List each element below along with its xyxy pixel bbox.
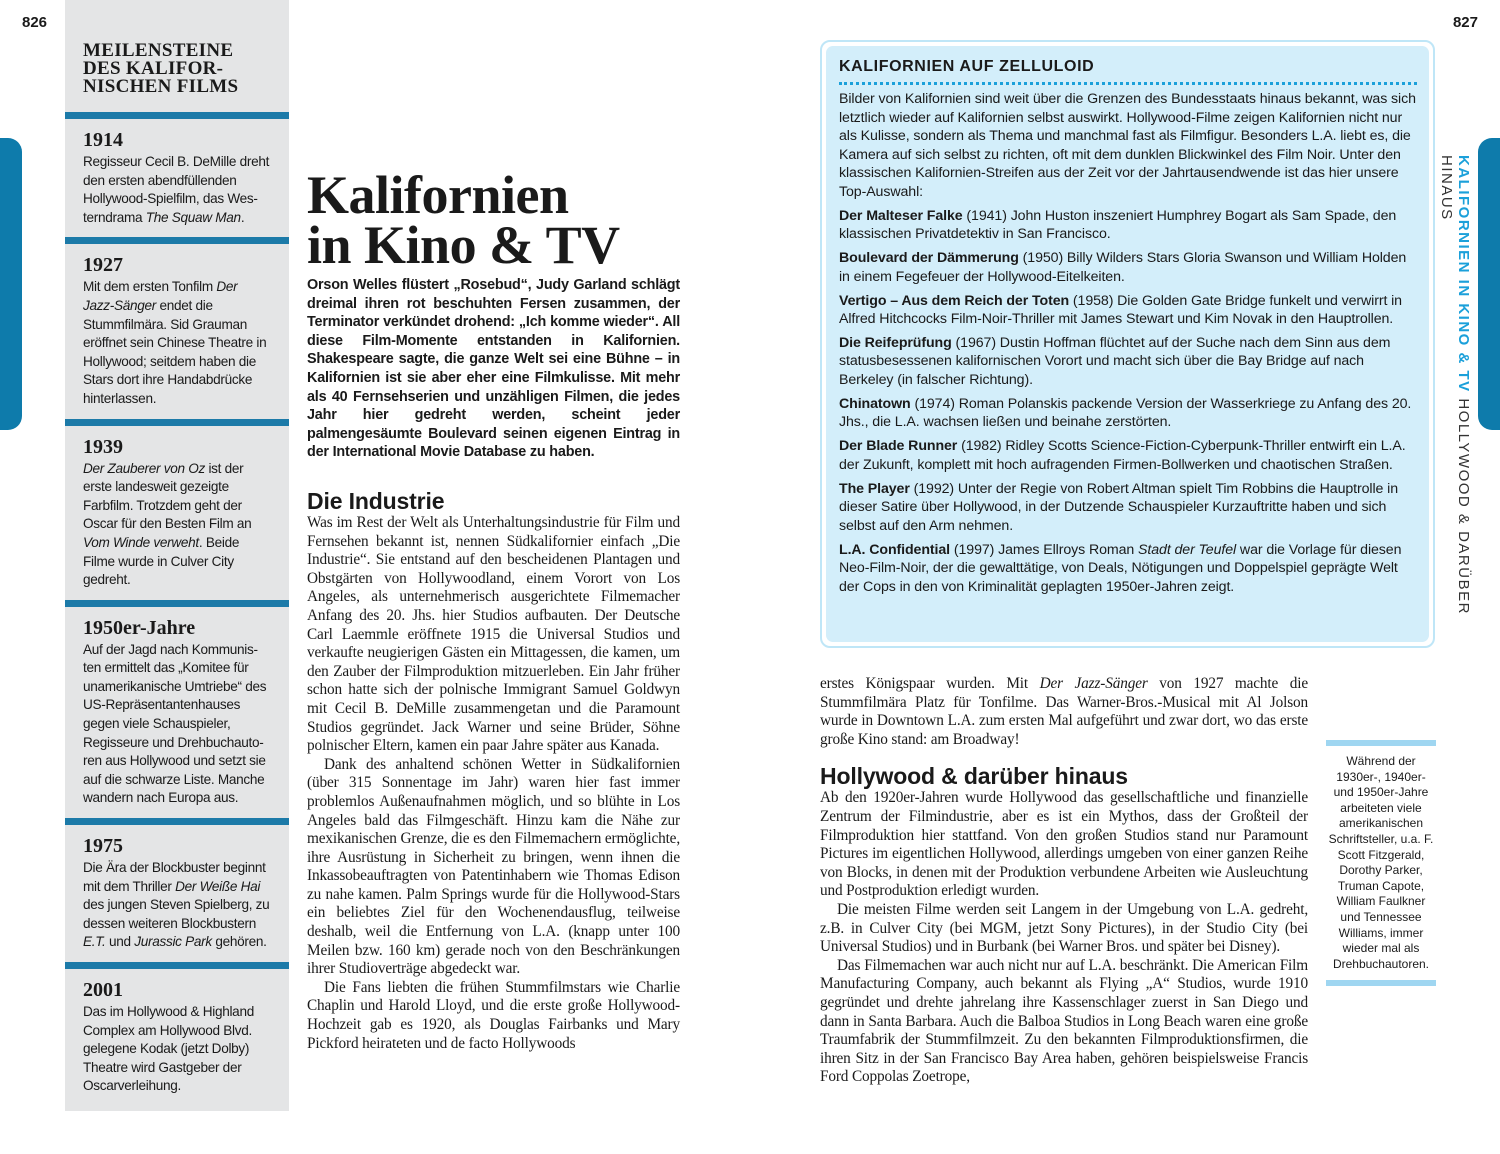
film-entry	[839, 437, 1417, 474]
milestone-year: 1914	[83, 129, 123, 151]
milestone-year: 1950er-Jahre	[83, 616, 196, 639]
running-head-chapter: KALIFORNIEN IN KINO & TV	[1455, 155, 1472, 393]
film-title: Chinatown	[839, 395, 911, 412]
film-entry	[839, 207, 1417, 244]
body-paragraph: Die meisten Filme werden seit Langem in der Umgebung von L.A. gedreht, z.B. in Culver City (bei MGM, jetzt Sony Pictures), in der Studio City (bei Universal Studios) und in Burbank (bei Warner Bros. und später bei Disney).	[820, 900, 1308, 956]
film-description: (1992) Unter der Regie von Robert Altman spielt Tim Robbins die Hauptrolle in dieser Satire über Hollywood, in der Dutzende Schauspieler Kurzauftritte haben und sich selbst auf den Arm nehmen.	[839, 480, 1398, 534]
body-paragraph: Ab den 1920er-Jahren wurde Hollywood das gesellschaftliche und finanzielle Zentrum der Filmindustrie, aber es ist ein Mythos, dass der Großteil der Filmproduktion hier stattfand. Von den großen Studios stand nur Paramount Pictures im eigentlichen Hollywood, allerdings umgeben von einer ganzen Reihe von Blocks, in denen mit der Produktion verbundene Arbeiten wie Ausleuchtung und Postproduktion erledigt wurden.	[820, 789, 1308, 900]
chapter-tab-left	[0, 138, 22, 430]
film-entry	[839, 249, 1417, 286]
film-entry	[839, 292, 1417, 329]
article-title	[307, 165, 620, 275]
film-description: (1982) Ridley Scotts Science-Fiction-Cyberpunk-Thriller entwirft ein L.A. der Zukunft, komplett mit hoch aufragenden Firmen-Bollwerken und chaotischen Straßen.	[839, 438, 1406, 473]
title-line-1: Kalifornien	[307, 165, 569, 225]
milestone-text: Die Ära der Blockbuster beginnt mit dem Thriller Der Weiße Hai des jungen Steven Spielberg, zu dessen weiteren Blockbustern E.T. und Jurassic Park gehören.	[83, 860, 270, 950]
film-title: Der Malteser Falke	[839, 207, 963, 224]
film-description: (1958) Die Golden Gate Bridge funkelt und verwirrt in Alfred Hitchcocks Film-Noir-Thriller mit James Stewart und Kim Novak in den Hauptrollen.	[839, 292, 1402, 328]
milestone-text: Mit dem ersten Tonfilm Der Jazz-Sänger endet die Stummfilmära. Sid Grauman eröffnet sein Chinese Theatre in Hollywood; seitdem haben die Stars dort ihre Handabdrücke hinterlassen.	[83, 279, 267, 406]
film-description: (1997) James Ellroys Roman Stadt der Teufel war die Vorlage für diesen Neo-Film-Noir, der die gewalttätige, von Deals, Nötigungen und Doppelspiel geprägte Welt der Cops in den von Kriminalität geplagten 1950er-Jahren zeigt.	[839, 541, 1402, 595]
milestone-text: Auf der Jagd nach Kommunis-ten ermittelt das „Komitee für unamerikanische Umtriebe“ des US-Repräsentantenhauses gegen viele Schauspieler, Regisseure und Drehbuchauto-ren aus Hollywood und setzt sie auf die schwarze Liste. Manche wandern nach Europa aus.	[83, 641, 267, 806]
title-line-2: in Kino & TV	[307, 215, 620, 275]
film-description: (1974) Roman Polanskis packende Version der Wasserkriege zu Anfang des 20. Jhs., die L.A. wachsen ließen und beinahe zerstörten.	[839, 395, 1412, 431]
milestone-1939	[65, 419, 289, 600]
milestone-text: Der Zauberer von Oz ist der erste landesweit gezeigte Farbfilm. Trotzdem geht der Oscar für den Besten Film an Vom Winde verweht. Beide Filme wurde in Culver City gedreht.	[83, 460, 252, 588]
milestone-year: 1927	[83, 254, 123, 277]
running-head	[1438, 155, 1472, 655]
milestone-text: Regisseur Cecil B. DeMille dreht den ersten abendfüllenden Hollywood-Spielfilm, das Wes-terndrama The Squaw Man.	[83, 154, 270, 225]
page-number-left: 826	[22, 14, 48, 31]
intro-paragraph: Orson Welles flüstert „Rosebud“, Judy Garland schlägt dreimal ihren rot beschuhten Fersen zusammen, der Terminator verkündet drohend: „Ich komme wieder“. All diese Film-Momente entstanden in Kalifornien. Shakespeare sagte, die ganze Welt sei eine Bühne – in Kalifornien ist sie aber eher eine Filmkulisse. Mit mehr als 40 Fernsehserien und unzähligen Filmen, die jedes Jahr hier gedreht werden, scheint jeder palmengesäumte Boulevard seinen eigenen Eintrag in der International Movie Database zu haben.	[307, 277, 680, 461]
films-box	[820, 40, 1435, 648]
milestone-2001	[65, 962, 289, 1106]
box-intro: Bilder von Kalifornien sind weit über die Grenzen des Bundesstaats hinaus bekannt, was sich letztlich wieder auf Kalifornien selbst auswirkt. Hollywood-Filme zeigen Kalifornien nicht nur als Kulisse, sondern als Thema und manchmal fast als Filmfigur. Besonders L.A. liebt es, die Kamera auf sich selbst zu richten, oft mit dem dunklen Blickwinkel des Film Noir. Unter den klassischen Kalifornien-Streifen aus der Zeit vor der Jahrtausendwende ist das hier unsere Top-Auswahl:	[839, 91, 1416, 200]
film-description: (1941) John Huston inszeniert Humphrey Bogart als Sam Spade, den klassischen Privatdetektiv in San Francisco.	[839, 207, 1397, 243]
film-title: L.A. Confidential	[839, 541, 951, 558]
body-paragraph: Das Filmemachen war auch nicht nur auf L.A. beschränkt. Die American Film Manufacturing Company, auch bekannt als Flying „A“ Studios, wurde 1910 gegründet und drehte jahrelang ihre Kassenschlager zuerst in San Diego und dann in Santa Barbara. Auch die Balboa Studios in Long Beach waren eine große Traumfabrik der Stummfilmzeit. Zu den bekannten Filmproduktionsfirmen, die ihren Sitz in der San Francisco Bay Area haben, gehören beispielsweise Francis Ford Coppolas Zoetrope,	[820, 956, 1308, 1086]
film-title: Der Blade Runner	[839, 438, 958, 455]
film-title: Vertigo – Aus dem Reich der Toten	[839, 292, 1070, 309]
film-title: Boulevard der Dämmerung	[839, 250, 1019, 267]
box-title: KALIFORNIEN AUF ZELLULOID	[839, 56, 1417, 85]
film-title: The Player	[839, 480, 910, 497]
film-entry	[839, 395, 1417, 432]
film-entry	[839, 334, 1417, 390]
body-paragraph: Dank des anhaltend schönen Wetter in Südkalifornien (über 315 Sonnentage im Jahr) waren hier fast immer problemlos Außenaufnahmen möglich, und so blühte in Los Angeles bald das Filmgeschäft. Hinzu kam die Nähe zur mexikanischen Grenze, die es den Filmemachern ermöglichte, ihre Ausrüstung in Sicherheit zu bringen, wenn ihnen die Inkassobeauftragten von Patentinhabern wie Thomas Edison zu nahe kamen. Palm Springs wurde für die Hollywood-Stars ein beliebtes Ziel für den Wochenendausflug, teilweise deshalb, weil die Entfernung von L.A. (knapp unter 100 Meilen bzw. 160 km) gerade noch von den Beschränkungen ihrer Studioverträge abgedeckt war.	[307, 755, 680, 978]
running-head-section: HOLLYWOOD & DARÜBER HINAUS	[1438, 155, 1472, 615]
milestone-1927	[65, 237, 289, 418]
page-number-right: 827	[1452, 14, 1478, 31]
section-heading-hollywood: Hollywood & darüber hinaus	[820, 763, 1128, 790]
sidebar-title: MEILENSTEINE DES KALIFOR-NISCHEN FILMS	[83, 40, 239, 97]
milestone-year: 2001	[83, 979, 123, 1001]
film-description: (1950) Billy Wilders Stars Gloria Swanson und William Holden in einem Fegefeuer der Hollywood-Eitelkeiten.	[839, 250, 1407, 285]
chapter-tab-right	[1478, 138, 1500, 430]
section-heading-industrie: Die Industrie	[307, 488, 445, 514]
milestone-1950er-Jahre	[65, 600, 289, 818]
body-paragraph: Was im Rest der Welt als Unterhaltungsindustrie für Film und Fernsehen bekannt ist, nennen Südkalifornier einfach „Die Industrie“. Sie entstand auf den bescheidenen Plantagen und Obstgärten von Hollywoodland, einem Vorort von Los Angeles, als unternehmerisch ausgerichtete Filmemacher Anfang des 20. Jhs. hier Studios aufbauten. Der Deutsche Carl Laemmle eröffnete 1915 die Universal Studios und verkaufte neugierigen Gästen ein Mittagessen, die kamen, um den Zauber der Filmproduktion mitzuerleben. Ein Jahr früher schon hatte sich der polnische Immigrant Samuel Goldwyn mit Cecil B. DeMille zusammengetan und die Paramount Studios gegründet. Jack Warner und seine Brüder, Söhne polnischer Eltern, kamen ein paar Jahre später aus Kanada.	[307, 514, 680, 755]
milestone-text: Das im Hollywood & Highland Complex am Hollywood Blvd. gelegene Kodak (jetzt Dolby) Theatre wird Gastgeber der Oscarverleihung.	[83, 1004, 254, 1094]
milestone-1975	[65, 818, 289, 962]
column-left	[307, 488, 680, 1053]
column-right	[820, 675, 1308, 1087]
milestone-year: 1939	[83, 435, 123, 458]
film-entry	[839, 480, 1417, 536]
film-entry	[839, 541, 1417, 597]
pull-quote: Während der 1930er-, 1940er- und 1950er-Jahre arbeiteten viele amerikanischen Schriftsteller, u.a. F. Scott Fitzgerald, Dorothy Parker, Truman Capote, William Faulkner und Tennessee Williams, immer wieder mal als Drehbuchautoren.	[1326, 740, 1436, 986]
film-title: Die Reifeprüfung	[839, 334, 952, 351]
film-description: (1967) Dustin Hoffman flüchtet auf der Suche nach dem Sinn aus dem statusbesessenen kalifornischen Vorort und macht sich über die Bay Bridge auf nach Berkeley (in falscher Richtung).	[839, 334, 1391, 389]
milestones-sidebar	[65, 0, 289, 1111]
milestone-1914	[65, 112, 289, 237]
milestone-year: 1975	[83, 835, 123, 858]
continued-paragraph: erstes Königspaar wurden. Mit Der Jazz-Sänger von 1927 machte die Stummfilmära Platz für Tonfilme. Das Warner-Bros.-Musical mit Al Jolson wurde in Downtown L.A. zum ersten Mal aufgeführt und zwar dort, wo das erste große Kino stand: am Broadway!	[820, 675, 1308, 748]
body-paragraph: Die Fans liebten die frühen Stummfilmstars wie Charlie Chaplin und Harold Lloyd, und die erste große Hollywood-Hochzeit gab es 1920, als Douglas Fairbanks und Mary Pickford heirateten und de facto Hollywoods	[307, 978, 680, 1052]
